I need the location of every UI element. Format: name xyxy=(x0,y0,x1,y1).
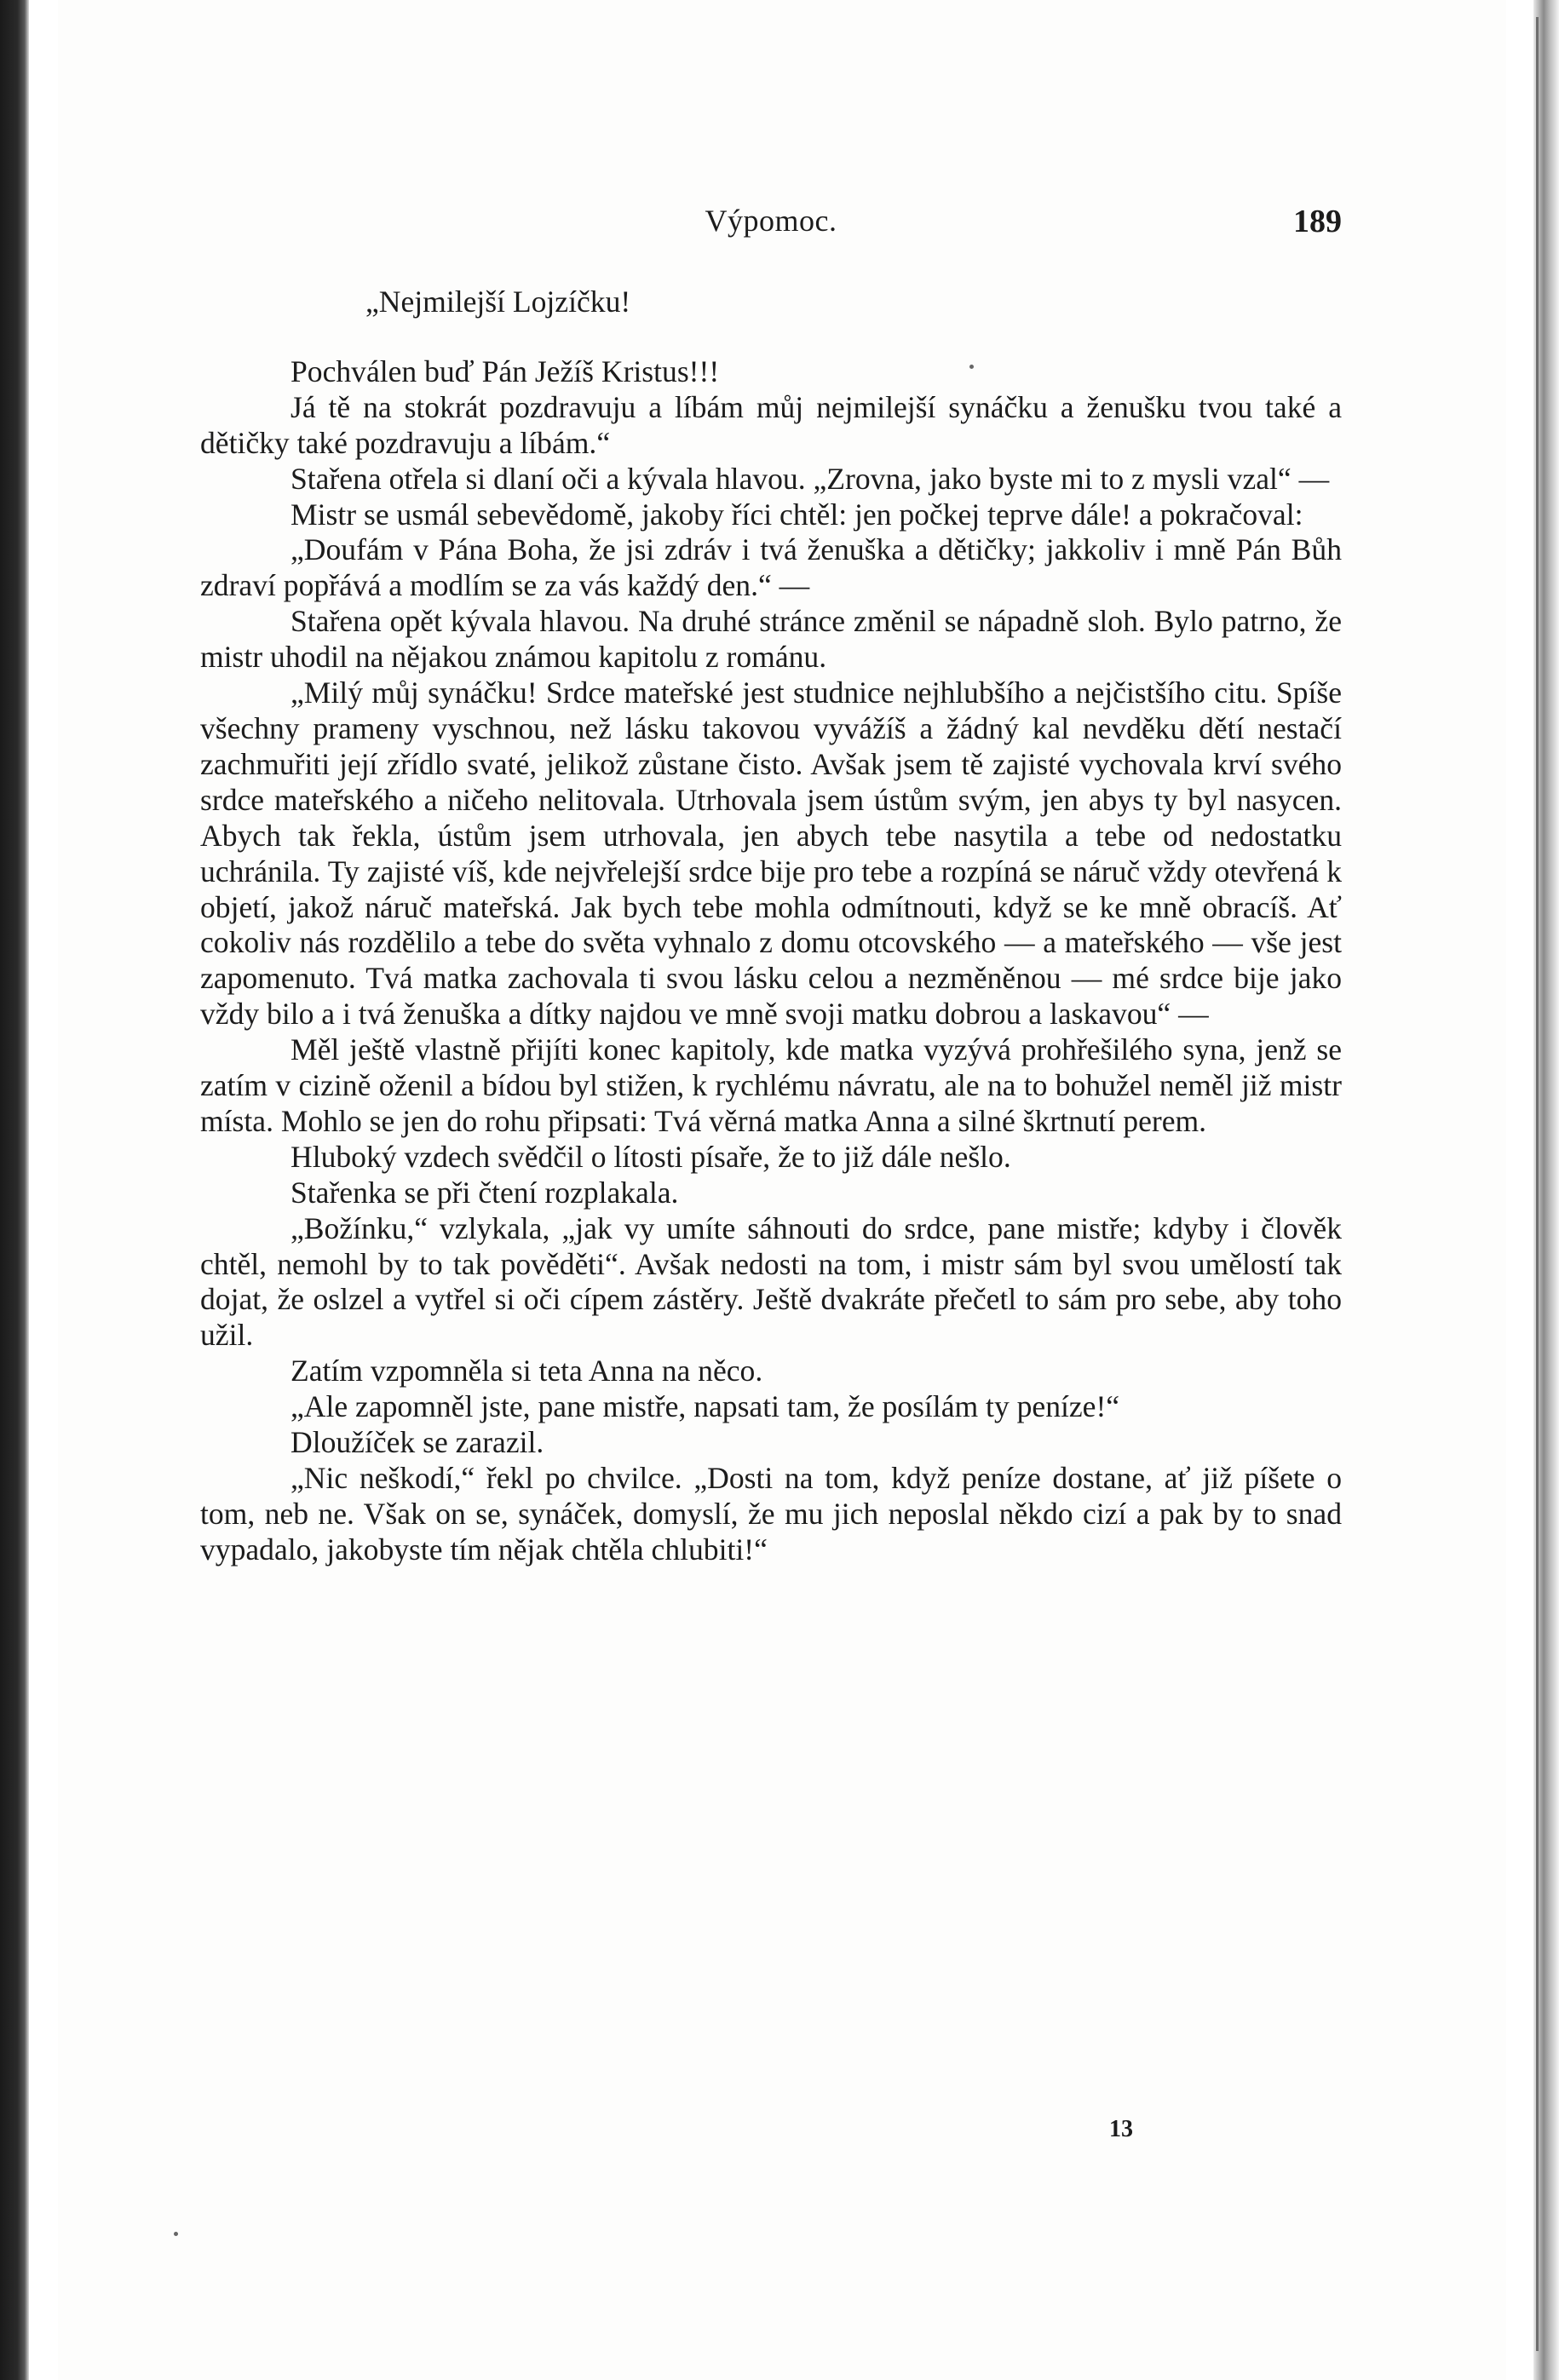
paragraph: Stařenka se při čtení rozplakala. xyxy=(291,1175,679,1210)
paragraph: „Nic neškodí,“ řekl po chvilce. „Dosti na tom, když peníze dostane, ať již píšete o tom, neb ne. Však on se, synáček, domyslí, že mu jich neposlal někdo cizí a pak by to snad vypadalo, jakobyste tím nějak chtěla chlubiti!“ xyxy=(200,1461,1342,1567)
paragraph: „Božínku,“ vzlykala, „jak vy umíte sáhnouti do srdce, pane mistře; kdyby i člověk chtěl, nemohl by to tak pověděti“. Avšak nedosti na tom, i mistr sám byl svou umělostí tak dojat, že oslzel a vytřel si oči cípem zástěry. Ještě dvakráte přečetl to sám pro sebe, aby toho užil. xyxy=(200,1210,1342,1353)
paragraph: Zatím vzpomněla si teta Anna na něco. xyxy=(291,1354,763,1388)
page-number: 189 xyxy=(1293,204,1342,239)
book-page xyxy=(58,0,1506,2380)
paragraph: „Milý můj synáčku! Srdce mateřské jest studnice nejhlubšího a nejčistšího citu. Spíše všechny prameny vyschnou, než lásku takovou vyvážíš a žádný kal nevděku dětí nestačí zachmuřiti její zřídlo svaté, jelikož zůstane čisto. Avšak jsem tě zajisté vychovala krví svého srdce mateřského a ničeho nelitovala. Utrhovala jsem ústům svým, jen abys ty byl nasycen. Abych tak řekla, ústům jsem utrhovala, jen abych tebe nasytila a tebe od nedostatku uchránila. Ty zajisté víš, kde nejvřelejší srdce bije pro tebe a rozpíná se náruč vždy otevřená k objetí, jakož náruč mateřská. Jak bych tebe mohla odmítnouti, když se ke mně obracíš. Ať cokoliv nás rozdělilo a tebe do světa vyhnalo z domu otcovského — a mateřského — vše jest zapomenuto. Tvá matka zachovala ti svou lásku celou a nezměněnou — mé srdce bije jako vždy bilo a i tvá ženuška a dítky najdou ve mně svoji matku dobrou a laskavou“ — xyxy=(200,675,1342,1032)
paragraph: „Ale zapomněl jste, pane mistře, napsati tam, že posílám ty peníze!“ xyxy=(291,1389,1120,1424)
scan-edge-left xyxy=(0,0,29,2380)
paragraph: Stařena otřela si dlaní oči a kývala hlavou. „Zrovna, jako byste mi to z mysli vzal“ — xyxy=(291,461,1330,496)
signature-mark: 13 xyxy=(1109,2116,1133,2142)
paragraph: Pochválen buď Pán Ježíš Kristus!!! xyxy=(291,354,720,388)
paragraph: Mistr se usmál sebevědomě, jakoby říci chtěl: jen počkej teprve dále! a pokračoval: xyxy=(291,497,1303,532)
speck xyxy=(174,2232,178,2236)
paragraph: Měl ještě vlastně přijíti konec kapitoly, kde matka vyzývá prohřešilého syna, jenž se zatím v cizině oženil a bídou byl stižen, k rychlému návratu, ale na to bohužel neměl již mistr místa. Mohlo se jen do rohu připsati: Tvá věrná matka Anna a silné škrtnutí perem. xyxy=(200,1032,1342,1138)
page-header xyxy=(200,203,1342,245)
letter-salutation: „Nejmilejší Lojzíčku! xyxy=(365,285,631,319)
running-head: Výpomoc. xyxy=(705,204,837,238)
scan-edge-right-line xyxy=(1536,17,1539,2351)
paragraph: Já tě na stokrát pozdravuju a líbám můj nejmilejší synáčku a ženušku tvou také a dětičky také pozdravuju a líbám.“ xyxy=(200,389,1342,460)
paragraph: „Doufám v Pána Boha, že jsi zdráv i tvá ženuška a dětičky; jakkoliv i mně Pán Bůh zdraví popřává a modlím se za vás každý den.“ — xyxy=(200,532,1342,603)
paragraph: Hluboký vzdech svědčil o lítosti písaře, že to již dále nešlo. xyxy=(291,1139,1011,1174)
speck xyxy=(969,365,974,369)
paragraph: Stařena opět kývala hlavou. Na druhé stránce změnil se nápadně sloh. Bylo patrno, že mistr uhodil na nějakou známou kapitolu z románu. xyxy=(200,604,1342,675)
paragraph: Dloužíček se zarazil. xyxy=(291,1425,544,1460)
body-text xyxy=(200,285,1342,1568)
